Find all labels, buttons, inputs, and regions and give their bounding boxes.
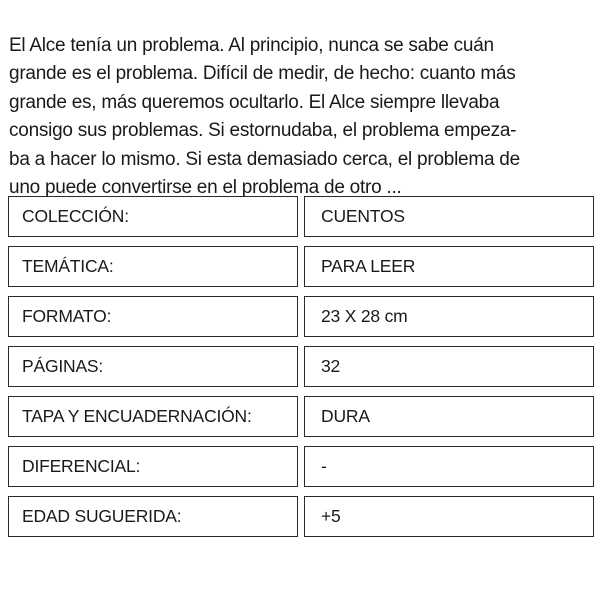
spec-value: +5 xyxy=(304,496,594,537)
spec-row-edad xyxy=(8,496,594,537)
spec-value: DURA xyxy=(304,396,594,437)
spec-row-diferencial xyxy=(8,446,594,487)
spec-label: FORMATO: xyxy=(8,296,298,337)
book-description xyxy=(9,32,593,202)
spec-value: PARA LEER xyxy=(304,246,594,287)
description-line: El Alce tenía un problema. Al principio, nunca se sabe cuán xyxy=(9,35,494,56)
spec-label: DIFERENCIAL: xyxy=(8,446,298,487)
description-line: uno puede convertirse en el problema de otro ... xyxy=(9,177,402,199)
spec-row-paginas xyxy=(8,346,594,387)
spec-row-coleccion xyxy=(8,196,594,237)
spec-label: TAPA Y ENCUADERNACIÓN: xyxy=(8,396,298,437)
spec-value: - xyxy=(304,446,594,487)
description-line: grande es, más queremos ocultarlo. El Alce siempre llevaba xyxy=(9,91,500,113)
spec-value: 23 X 28 cm xyxy=(304,296,594,337)
spec-row-formato xyxy=(8,296,594,337)
spec-label: EDAD SUGUERIDA: xyxy=(8,496,298,537)
spec-value: CUENTOS xyxy=(304,196,594,237)
spec-value: 32 xyxy=(304,346,594,387)
description-line: ba a hacer lo mismo. Si esta demasiado cerca, el problema de xyxy=(9,148,520,170)
spec-table xyxy=(8,196,594,546)
spec-row-tapa xyxy=(8,396,594,437)
spec-label: COLECCIÓN: xyxy=(8,196,298,237)
spec-row-tematica xyxy=(8,246,594,287)
spec-label: TEMÁTICA: xyxy=(8,246,298,287)
description-line: grande es el problema. Difícil de medir, de hecho: cuanto más xyxy=(9,63,516,85)
spec-label: PÁGINAS: xyxy=(8,346,298,387)
description-line: consigo sus problemas. Si estornudaba, el problema empeza- xyxy=(9,120,517,142)
